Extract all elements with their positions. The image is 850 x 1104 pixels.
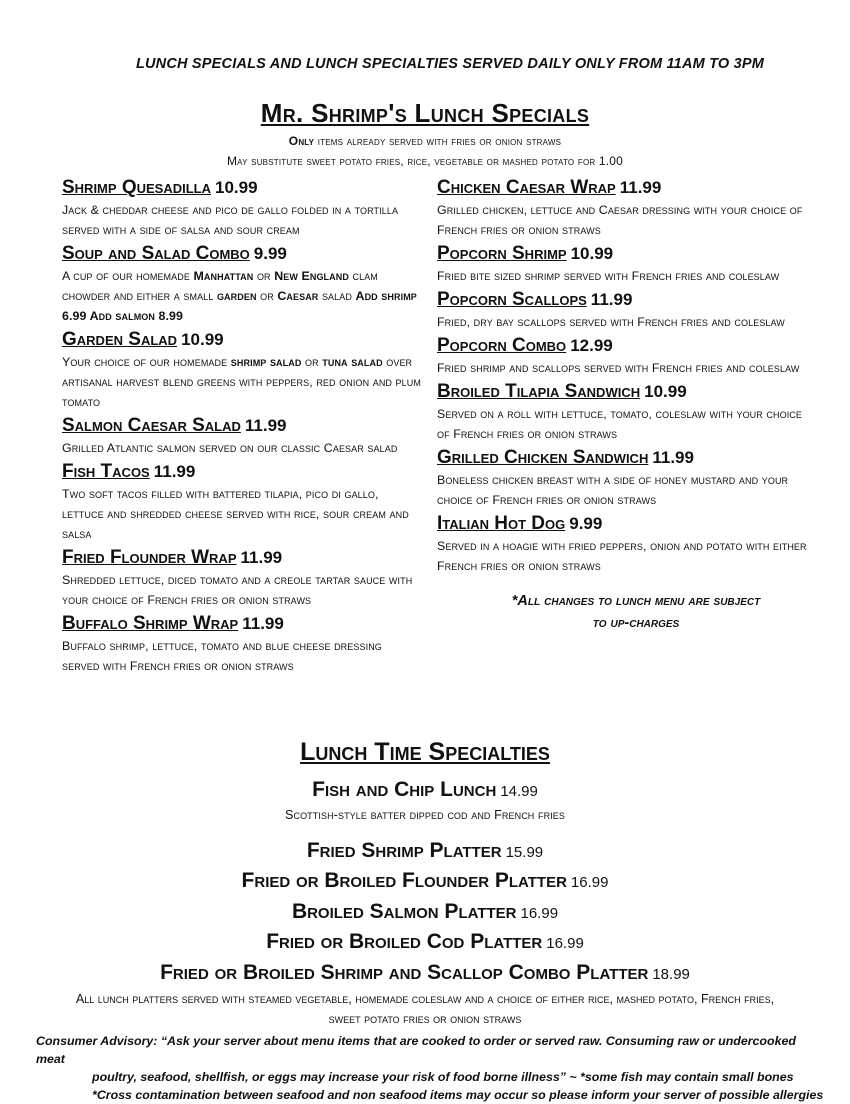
item-name: Chicken Caesar Wrap xyxy=(437,177,616,198)
specialty-price: 14.99 xyxy=(500,783,538,800)
menu-item xyxy=(437,334,817,378)
item-price: 10.99 xyxy=(644,382,687,401)
platter-item xyxy=(0,869,850,893)
menu-item xyxy=(437,446,817,510)
item-description: Served on a roll with lettuce, tomato, coleslaw with your choice of French fries or onion straws xyxy=(437,407,803,441)
specialty-name: Fish and Chip Lunch xyxy=(312,778,497,801)
platters-description: All lunch platters served with steamed vegetable, homemade coleslaw and a choice of either rice, mashed potato, French fries, sweet potato fries or onion straws xyxy=(75,992,775,1026)
item-price: 10.99 xyxy=(181,330,224,349)
item-price: 11.99 xyxy=(242,614,284,633)
menu-item xyxy=(62,460,422,544)
right-menu-column xyxy=(437,176,817,634)
item-description: A cup of our homemade Manhattan or New England clam chowder and either a small garden or Caesar salad Add shrimp 6.99 Add salmon 8.99 xyxy=(62,269,417,323)
menu-item xyxy=(62,328,422,412)
platter-price: 16.99 xyxy=(520,905,559,922)
left-menu-column xyxy=(62,176,422,678)
platter-price: 18.99 xyxy=(652,966,690,983)
platter-name: Fried or Broiled Shrimp and Scallop Combo Platter xyxy=(160,961,649,984)
item-description: Fried, dry bay scallops served with French fries and coleslaw xyxy=(437,315,785,329)
item-price: 10.99 xyxy=(215,178,258,197)
item-name: Grilled Chicken Sandwich xyxy=(437,447,649,468)
platter-price: 16.99 xyxy=(546,935,584,952)
changes-note-line-2: to up-charges xyxy=(592,615,680,631)
item-description: Boneless chicken breast with a side of honey mustard and your choice of French fries or onion straws xyxy=(437,473,789,507)
page-title: Mr. Shrimp's Lunch Specials xyxy=(260,98,590,128)
item-price: 11.99 xyxy=(619,178,662,197)
item-description: Two soft tacos filled with battered tilapia, pico di gallo, lettuce and shredded cheese served with rice, sour cream and salsa xyxy=(62,487,409,541)
platter-name: Broiled Salmon Platter xyxy=(291,900,517,923)
advisory-line-2: *Cross contamination between seafood and non seafood items may occur so please inform your server of possible allergies xyxy=(92,1088,824,1102)
item-price: 11.99 xyxy=(652,448,694,467)
platter-item xyxy=(0,961,850,985)
menu-item xyxy=(62,612,422,676)
menu-item xyxy=(62,176,422,240)
platter-price: 16.99 xyxy=(570,874,609,891)
menu-item xyxy=(437,288,817,332)
changes-note xyxy=(437,590,817,634)
menu-item xyxy=(437,512,817,576)
item-description: Shredded lettuce, diced tomato and a creole tartar sauce with your choice of French fries or onion straws xyxy=(62,573,413,607)
item-name: Garden Salad xyxy=(62,329,178,350)
item-price: 9.99 xyxy=(569,514,603,533)
item-description: Your choice of our homemade shrimp salad or tuna salad over artisanal harvest blend greens with peppers, red onion and plum tomato xyxy=(62,355,421,409)
substitution-note-2: May substitute sweet potato fries, rice, vegetable or mashed potato for 1.00 xyxy=(226,154,624,168)
menu-item xyxy=(62,414,422,458)
specialties-title: Lunch Time Specialties xyxy=(300,738,550,766)
menu-item xyxy=(437,176,817,240)
specialty-item xyxy=(0,778,850,802)
specialty-description: Scottish-style batter dipped cod and French fries xyxy=(284,808,566,822)
only-label: Only xyxy=(288,134,315,148)
platter-name: Fried or Broiled Cod Platter xyxy=(266,930,543,953)
changes-note-line-1: *All changes to lunch menu are subject xyxy=(511,593,761,609)
platter-name: Fried Shrimp Platter xyxy=(306,839,502,862)
item-description: Jack & cheddar cheese and pico de gallo folded in a tortilla served with a side of salsa and sour cream xyxy=(62,203,399,237)
item-name: Popcorn Shrimp xyxy=(437,243,567,264)
substitution-note-1 xyxy=(0,134,850,148)
platter-price: 15.99 xyxy=(505,844,544,861)
item-price: 11.99 xyxy=(153,462,196,481)
item-price: 11.99 xyxy=(590,290,633,309)
item-description: Served in a hoagie with fried peppers, onion and potato with either French fries or onion straws xyxy=(437,539,807,573)
item-description: Grilled Atlantic salmon served on our classic Caesar salad xyxy=(62,441,398,455)
item-name: Popcorn Combo xyxy=(437,335,567,356)
platter-name: Fried or Broiled Flounder Platter xyxy=(241,869,567,892)
item-price: 9.99 xyxy=(253,244,287,263)
menu-item xyxy=(62,546,422,610)
item-description: Fried shrimp and scallops served with French fries and coleslaw xyxy=(437,361,800,375)
menu-item xyxy=(437,242,817,286)
menu-item xyxy=(62,242,422,326)
item-name: Buffalo Shrimp Wrap xyxy=(62,613,239,634)
consumer-advisory xyxy=(36,1032,826,1104)
item-name: Broiled Tilapia Sandwich xyxy=(437,381,641,402)
item-name: Salmon Caesar Salad xyxy=(62,415,241,436)
platter-item xyxy=(0,900,850,924)
platter-item xyxy=(0,930,850,954)
item-name: Popcorn Scallops xyxy=(437,289,587,310)
substitution-note-1-text: items already served with fries or onion straws xyxy=(317,134,562,148)
menu-item xyxy=(437,380,817,444)
hours-notice: LUNCH SPECIALS AND LUNCH SPECIALTIES SERVED DAILY ONLY FROM 11AM TO 3PM xyxy=(135,56,765,72)
item-description: Buffalo shrimp, lettuce, tomato and blue cheese dressing served with French fries or onion straws xyxy=(62,639,382,673)
item-name: Italian Hot Dog xyxy=(437,513,566,534)
advisory-line-1: Consumer Advisory: “Ask your server about menu items that are cooked to order or served raw. Consuming raw or undercooked meat poultry, seafood, shellfish, or eggs may increase your risk of food borne illness” ~ *some fish may contain small bones xyxy=(36,1034,796,1084)
item-price: 12.99 xyxy=(570,336,613,355)
item-name: Shrimp Quesadilla xyxy=(62,177,212,198)
item-price: 11.99 xyxy=(244,416,287,435)
platter-item xyxy=(0,839,850,863)
item-price: 10.99 xyxy=(570,244,614,263)
item-description: Grilled chicken, lettuce and Caesar dressing with your choice of French fries or onion straws xyxy=(437,203,803,237)
item-price: 11.99 xyxy=(240,548,283,567)
item-name: Fish Tacos xyxy=(62,461,150,482)
item-name: Soup and Salad Combo xyxy=(62,243,250,264)
item-name: Fried Flounder Wrap xyxy=(62,547,237,568)
item-description: Fried bite sized shrimp served with French fries and coleslaw xyxy=(437,269,780,283)
